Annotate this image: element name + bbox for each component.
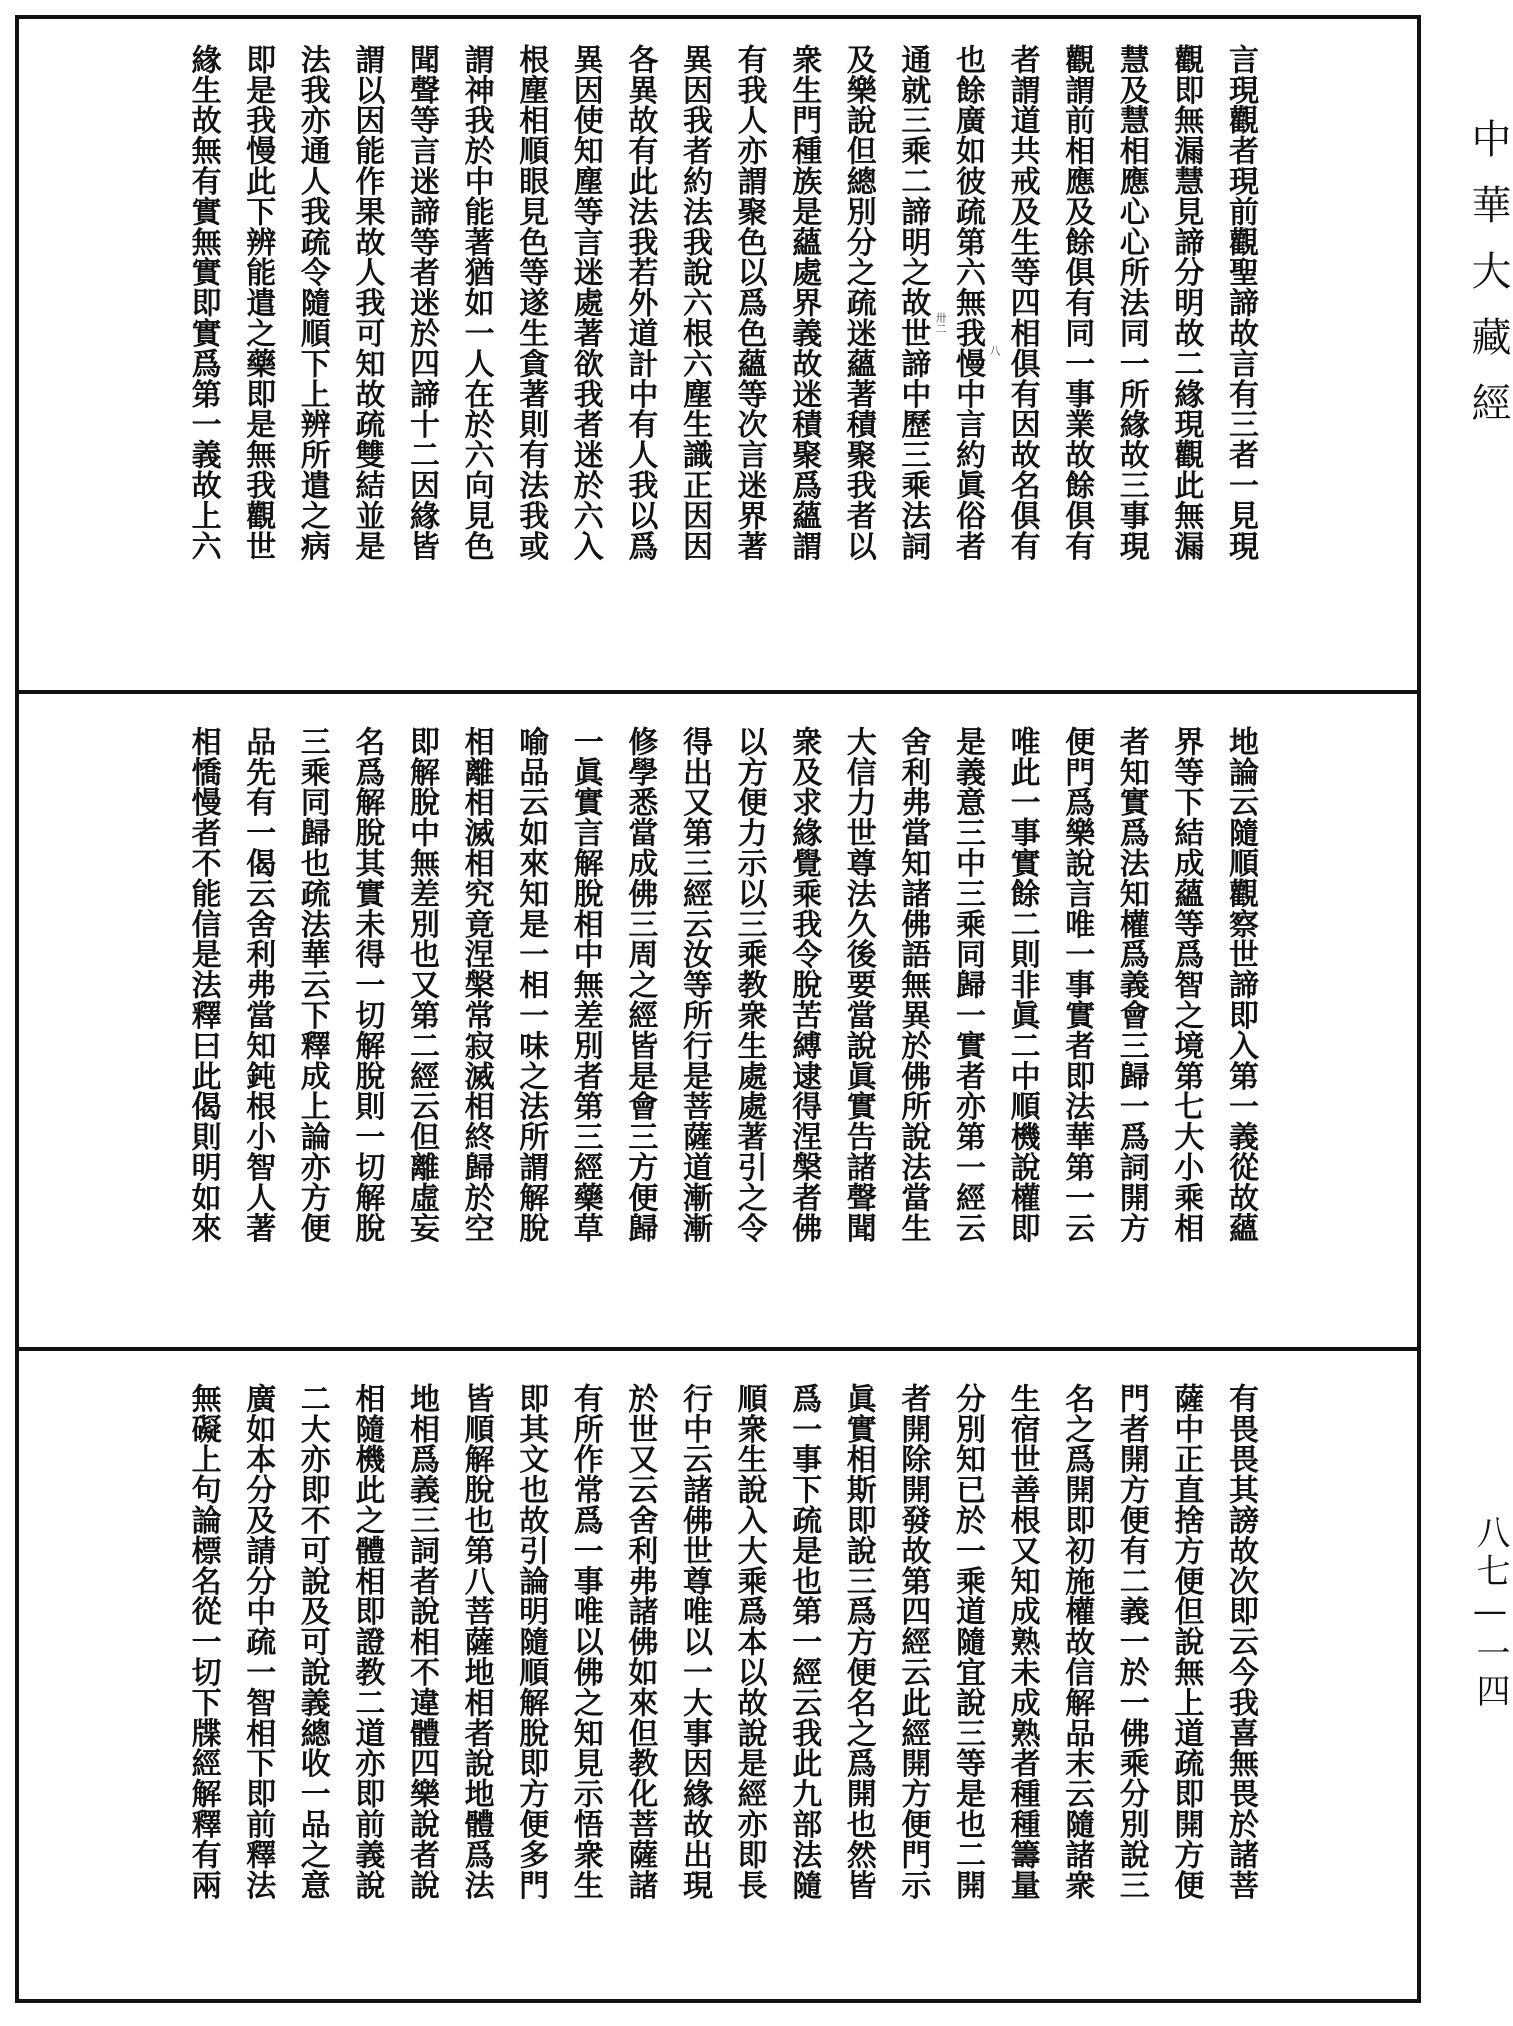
text-column: 謂以因能作果故人我可知故疏雙結並是	[349, 44, 385, 561]
text-column: 名之爲開即初施權故信解品末云隨諸衆	[1059, 1383, 1095, 1900]
text-column: 有所作常爲一事唯以佛之知見示悟衆生	[567, 1383, 603, 1900]
text-column: 爲一事下疏是也第一經云我此九部法隨	[786, 1383, 822, 1900]
text-column: 即其文也故引論明隨順解脫即方便多門	[513, 1383, 549, 1900]
text-column: 法我亦通人我疏令隨順下上辨所遣之病	[294, 44, 330, 561]
text-column: 者知實爲法知權爲義會三歸一爲詞開方	[1113, 726, 1149, 1243]
margin-note: 卅二	[934, 312, 947, 334]
text-column: 舍利弗當知諸佛語無異於佛所說法當生	[895, 726, 931, 1243]
text-column: 是義意三中三乘同歸一實者亦第一經云	[950, 726, 985, 1243]
text-column: 者謂道共戒及生等四相俱有因故名俱有	[1004, 44, 1040, 561]
text-column: 觀謂前相應及餘俱有同一事業故餘俱有	[1059, 44, 1095, 561]
text-column: 廣如本分及請分中疏一智相下即前釋法	[240, 1383, 276, 1900]
text-column: 眞實相斯即說三爲方便名之爲開也然皆	[840, 1383, 876, 1900]
text-column: 薩中正直捨方便但說無上道疏即開方便	[1168, 1383, 1204, 1900]
text-column: 有我人亦謂聚色以爲色蘊等次言迷界著	[731, 44, 767, 561]
text-panel-middle	[19, 726, 1417, 1336]
text-panel-top	[19, 44, 1417, 664]
text-column: 即是我慢此下辨能遣之藥即是無我觀世	[240, 44, 276, 561]
text-column: 異因我者約法我說六根六塵生識正因因	[677, 44, 712, 561]
text-column: 行中云諸佛世尊唯以一大事因緣故出現	[677, 1383, 712, 1900]
text-column: 以方便力示以三乘教衆生處處著引之令	[731, 726, 767, 1243]
text-column: 及樂說但總別分之疏迷蘊著積聚我者以	[840, 44, 876, 561]
text-column: 一眞實言解脫相中無差別者第三經藥草	[567, 726, 603, 1243]
margin-note: 八	[988, 345, 1001, 356]
text-column: 各異故有此法我若外道計中有人我以爲	[622, 44, 658, 561]
text-panel-bottom	[19, 1383, 1417, 1993]
text-column: 根塵相順眼見色等遂生貪著則有法我或	[513, 44, 549, 561]
text-column: 大信力世尊法久後要當說眞實告諸聲聞	[840, 726, 876, 1243]
text-column: 衆生門種族是蘊處界義故迷積聚爲蘊謂	[786, 44, 822, 561]
collection-title: 中華大藏經	[1465, 118, 1511, 448]
text-column: 緣生故無有實無實即實爲第一義故上六	[185, 44, 221, 561]
text-column: 生宿世善根又知成熟未成熟者種種籌量	[1004, 1383, 1040, 1900]
text-column: 慧及慧相應心心所法同一所緣故三事現	[1113, 44, 1149, 561]
text-column: 謂神我於中能著猶如一人在於六向見色	[458, 44, 494, 561]
text-column: 有畏畏其謗故次即云今我喜無畏於諸菩	[1223, 1383, 1258, 1900]
text-column: 者開除開發故第四經云此經開方便門示	[895, 1383, 931, 1900]
panel-divider	[15, 1347, 1421, 1351]
text-column: 皆順解脫也第八菩薩地相者說地體爲法	[458, 1383, 494, 1900]
text-column: 喻品云如來知是一相一味之法所謂解脫	[513, 726, 549, 1243]
text-column: 異因使知塵等言迷處著欲我者迷於六入	[567, 44, 603, 561]
text-column: 修學悉當成佛三周之經皆是會三方便歸	[622, 726, 658, 1243]
text-column: 唯此一事實餘二則非眞二中順機說權即	[1004, 726, 1040, 1243]
text-column: 得出又第三經云汝等所行是菩薩道漸漸	[677, 726, 712, 1243]
text-column: 相隨機此之體相即證教二道亦即前義說	[349, 1383, 385, 1900]
text-column: 三乘同歸也疏法華云下釋成上論亦方便	[294, 726, 330, 1243]
text-column: 地論云隨順觀察世諦即入第一義從故蘊	[1223, 726, 1258, 1243]
text-column: 品先有一偈云舍利弗當知鈍根小智人著	[240, 726, 276, 1243]
text-column: 地相爲義三詞者說相不違體四樂說者說	[404, 1383, 439, 1900]
text-column: 通就三乘二諦明之故世諦中歷三乘法詞	[895, 44, 931, 561]
text-column: 聞聲等言迷諦等者迷於四諦十二因緣皆	[404, 44, 439, 561]
text-column: 相離相滅相究竟涅槃常寂滅相終歸於空	[458, 726, 494, 1243]
text-column: 順衆生說入大乘爲本以故說是經亦即長	[731, 1383, 767, 1900]
text-column: 觀即無漏慧見諦分明故二緣現觀此無漏	[1168, 44, 1204, 561]
text-column: 分別知已於一乘道隨宜說三等是也二開	[950, 1383, 985, 1900]
text-column: 也餘廣如彼疏第六無我慢中言約眞俗者	[950, 44, 985, 561]
panel-divider	[15, 690, 1421, 694]
text-column: 即解脫中無差別也又第二經云但離虛妄	[404, 726, 439, 1243]
text-column: 言現觀者現前觀聖諦故言有三者一見現	[1223, 44, 1258, 561]
text-column: 名爲解脫其實未得一切解脫則一切解脫	[349, 726, 385, 1243]
text-column: 無礙上句論標名從一切下牒經解釋有兩	[185, 1383, 221, 1900]
text-column: 於世又云舍利弗諸佛如來但教化菩薩諸	[622, 1383, 658, 1900]
text-column: 界等下結成蘊等爲智之境第七大小乘相	[1168, 726, 1204, 1243]
page-number: 八七—一四	[1470, 1515, 1510, 1711]
text-column: 衆及求緣覺乘我令脫苦縛逮得涅槃者佛	[786, 726, 822, 1243]
text-column: 門者開方便有二義一於一佛乘分別說三	[1113, 1383, 1149, 1900]
text-column: 便門爲樂說言唯一事實者即法華第一云	[1059, 726, 1095, 1243]
text-column: 相憍慢者不能信是法釋曰此偈則明如來	[185, 726, 221, 1243]
text-column: 二大亦即不可說及可說義總收一品之意	[294, 1383, 330, 1900]
